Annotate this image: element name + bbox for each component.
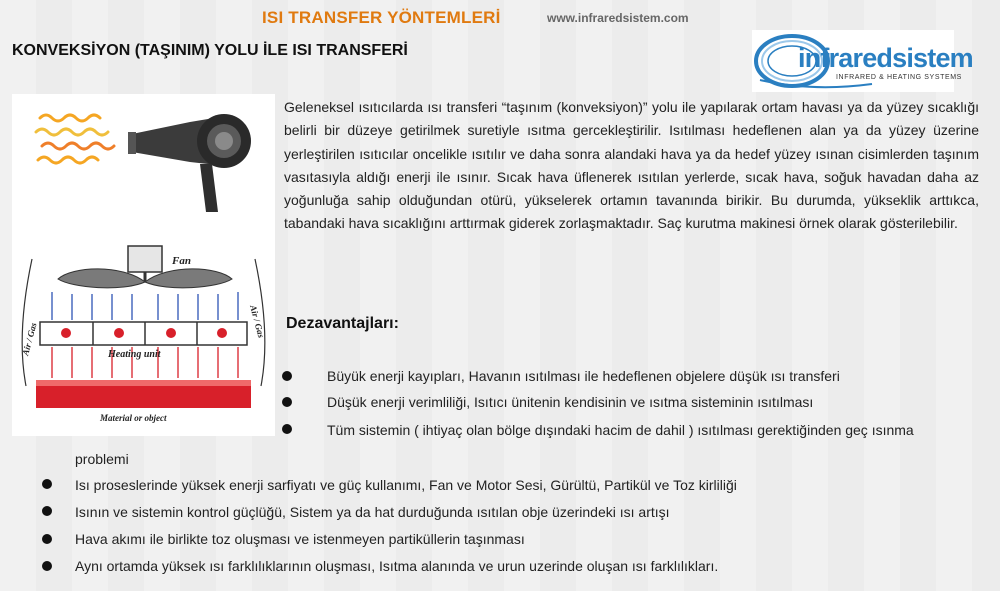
header-url[interactable]: www.infraredsistem.com: [547, 11, 689, 25]
list-item: Isının ve sistemin kontrol güçlüğü, Sistem ya da hat durduğunda ısıtılan obje üzerindeki ısı artışı: [75, 504, 670, 520]
convection-figure: [12, 94, 275, 436]
bullet-icon: [42, 534, 52, 544]
list-item: Hava akımı ile birlikte toz oluşması ve istenmeyen partiküllerin taşınması: [75, 531, 525, 547]
air-gas-left-label: Air / Gas: [20, 321, 39, 357]
company-logo: [752, 30, 973, 92]
heating-unit-label: Heating unit: [108, 349, 161, 360]
header: [0, 7, 1000, 29]
fan-label: Fan: [172, 255, 191, 267]
convection-diagram: [22, 246, 265, 408]
disadvantages-heading: Dezavantajları:: [286, 315, 399, 332]
list-item: Düşük enerji verimliliği, Isıtıcı ünitenin kendisinin ve ısıtma sisteminin ısıtılması: [327, 394, 814, 410]
body-paragraph: Geleneksel ısıtıcılarda ısı transferi “taşınım (konveksiyon)” yolu ile yapılarak ortam havası ya da yüzey sıcaklığı belirli bir düzeye getirilmek suretiyle ısıtma gercekleştirilir. Isıtılması hedeflenen alan ya da yüzey üzerine yerleştirilen ısıtıcılar oncelikle ısıtılır ve daha sonra alandaki hava ya da hedef yüzey ısınan cisimlerden taşınım vasıtasıyla aldığı enerji ile ısınır. Sıcak hava üflenerek ısıtılan yerlerde, sıcak hava, soğuk havadan daha az yoğunluğa sahip olduğundan otürü, yükselerek ortamın tavanında birikir. Bu durumda, yükseklik arttıkca, tabandaki hava sıcaklığını arttırmak giderek zorlaşmaktadır. Saç kurutma makinesi örnek olarak gösterilebilir.: [284, 99, 979, 232]
list-item: Tüm sistemin ( ihtiyaç olan bölge dışındaki hacim de dahil ) ısıtılması gerektiğinden geç ısınma: [327, 422, 914, 438]
hair-dryer-illustration: [36, 114, 251, 212]
list-item: Aynı ortamda yüksek ısı farklılıklarının oluşması, Isıtma alanında ve urun uzerinde oluşan ısı farklılıkları.: [75, 558, 719, 574]
bullet-icon: [42, 506, 52, 516]
bullet-icon: [42, 561, 52, 571]
material-label: Material or object: [100, 413, 167, 423]
section-title: KONVEKSİYON (TAŞINIM) YOLU İLE ISI TRANSFERİ: [12, 42, 408, 59]
logo-name: infraredsistem: [798, 43, 973, 73]
header-title: ISI TRANSFER YÖNTEMLERİ: [262, 8, 501, 27]
logo-tagline: INFRARED & HEATING SYSTEMS: [836, 74, 962, 81]
air-gas-right-label: Air / Gas: [248, 303, 267, 339]
list-item-continuation: problemi: [75, 451, 129, 467]
list-item: Isı proseslerinde yüksek enerji sarfiyatı ve güç kullanımı, Fan ve Motor Sesi, Gürültü, Partikül ve Toz kirliliği: [75, 477, 737, 493]
bullet-icon: [282, 397, 292, 407]
bullet-icon: [282, 371, 292, 381]
bullet-icon: [42, 479, 52, 489]
list-item: Büyük enerji kayıpları, Havanın ısıtılması ile hedeflenen objelere düşük ısı transferi: [327, 368, 840, 384]
bullet-icon: [282, 424, 292, 434]
